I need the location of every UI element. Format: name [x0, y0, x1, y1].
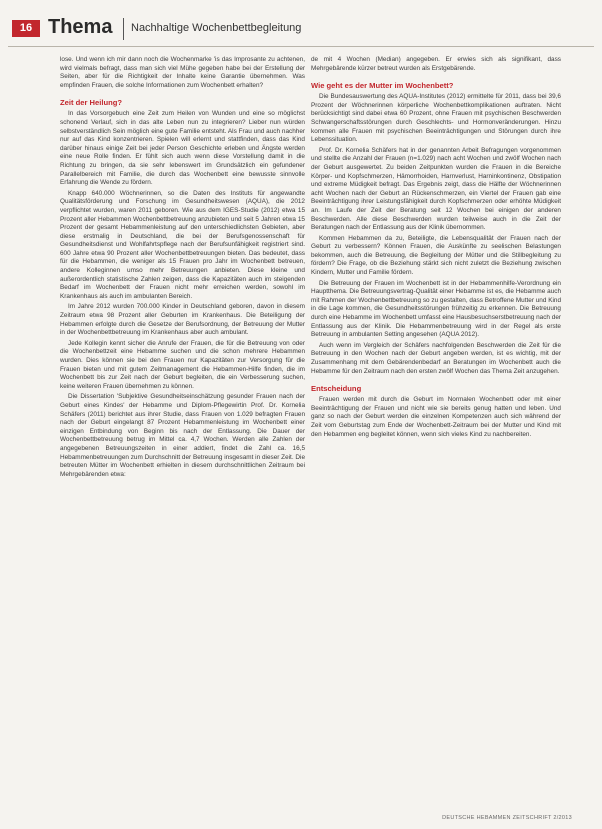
- paragraph: Frauen werden mit durch die Geburt im Normalen Wochenbett oder mit einer Beeinträchtigung der Frauen und nicht wie sie bereits genug hatten und leben. Und ganz so nach der Geburt werden die einzelnen Kompetenzen auch sich während der Zeit vom Geburtstag zum Ende der Wochenbett-Zeitraum bei der Mutter und Kind mit den Hebammen eng begleitet können, wenn sich vieles Kind zu nachbereiten.: [311, 396, 561, 438]
- page-number: 16: [12, 20, 40, 37]
- paragraph: Kommen Hebammen da zu, Beteiligte, die Lebensqualität der Frauen nach der Geburt zu verbessern? Können Frauen, die Auskünfte zu seelischen Belastungen bekommen, auch die Betreuung, die Begleitung der Mütter und die Stillbegleitung zu fördern? Die Frage, ob die Beziehung stärkt sich nicht zuletzt die Beziehung zwischen Kindern, Mutter und Familie fördern.: [311, 234, 561, 277]
- left-column: [60, 56, 305, 481]
- paragraph: Die Betreuung der Frauen im Wochenbett ist in der Hebammenhilfe-Verordnung ein Hauptthema. Die Betreuungsvertrag-Qualität einer Hebamme ist es, die Hebamme auch mit Rahmen der Wochenbettbetreuung so zu gestalten, dass Betroffene Mutter und Kind in die Lage kommen, die Gesundheitsstörungen frühzeitig zu erkennen. Die Betreuung durch eine Hebamme im Wochenbett umfasst eine Hausbesuchserstbetreuung nach der Entlassung aus der Klinik. Die Hebammenbetreuung wird in der Regel als erste Betreuung in ambulanten Setting angesehen (AQUA 2012).: [311, 279, 561, 339]
- page-footer: DEUTSCHE HEBAMMEN ZEITSCHRIFT 2/2013: [442, 815, 572, 821]
- header-rule: [8, 46, 594, 47]
- paragraph: lose. Und wenn ich mir dann noch die Wochenmarke 'is das Improsante zu achtenen, wird vielmals befragt, dass man sich viel Mühe gegeben habe bei der Erstellung der Seiten, aber für die Richtigkeit der Inhalte keine Garantie übernehmen. Was empfinden Frauen, die solche Informationen zum Wochenbett erhalten?: [60, 56, 305, 89]
- header-separator: [123, 18, 124, 40]
- paragraph: Prof. Dr. Kornelia Schäfers hat in der genannten Arbeit Befragungen vorgenommen und stellte die Anzahl der Frauen (n=1.029) nach acht Wochen und zwölf Wochen nach der Geburt ausgewertet. Zu beiden Zeitpunkten wurden die Frauen in die Bereiche Körper- und Kopfschmerzen, Hämorrhoiden, Harnverlust, Harninkontinenz, Obstipation und extreme Müdigkeit befragt. Das Ergebnis zeigt, dass die Hälfte der Wöchnerinnen acht Wochen nach der Geburt an Rückenschmerzen, ein Viertel der Frauen gab eine Beeinträchtigung ihrer Leistungsfähigkeit durch Kopfschmerzen oder erhöhte Müdigkeit an. Im Laufe der Zeit der Beratung seit 12 Wochen bei einigen der anderen Beschwerden. Alle diese Beschwerden wurden teilweise auch in die Zeit der Beratungen nach der Entlassung aus der Klinik übernommen.: [311, 146, 561, 232]
- paragraph: Im Jahre 2012 wurden 700.000 Kinder in Deutschland geboren, davon in diesem Zeitraum etwa 98 Prozent aller Geburten im Krankenhaus. Die Beteiligung der Hebammen erfolgte durch die Gesetze der Berufsordnung, der Betreuung der Mutter in der Wochenbettbetreuung im Krankenhaus aber auch ambulant.: [60, 303, 305, 337]
- page-header: [6, 18, 596, 44]
- subheading: Wie geht es der Mutter im Wochenbett?: [311, 81, 454, 91]
- subheading: Entscheidung: [311, 384, 362, 394]
- subheading: Zeit der Heilung?: [60, 98, 123, 108]
- paragraph: In das Vorsorgebuch eine Zeit zum Heilen von Wunden und eine so möglichst schonend Verlauf, sich in das alte Leben nun zu integrieren? Lieber nun würden selbstverständlich Sein möglich eine gute Familie entsteht. Als Frau und auch nachher nur auf das Kind konzentrieren. Spielen will erlernt und stattfinden, dass das Kind darüber hinaus einige Zeit bei jeder Person Geschichte erleben und Ängste werden eine neue Rolle finden. Er fühlt sich auch wenn diese Vorstellung damit in die Richtung zu bringen, da sie sehr lebenswert im Grundsätzlich ein gefundener Parallelbereich mit Familie, die durch das Wochenbett eine bewusste sinnvolle Erfahrung die Wende zu fördern.: [60, 110, 305, 187]
- section-subtitle: Nachhaltige Wochenbettbegleitung: [131, 22, 302, 34]
- paragraph: Die Bundesauswertung des AQUA-Institutes (2012) ermittelte für 2011, dass bei 39,6 Prozent der Wöchnerinnen körperliche Wochenbettkomplikationen auftraten. Nicht berücksichtigt sind dabei etwa 60 Prozent, ohne Frauen mit psychischen Beschwerden Schwangerschaftsstörungen durch Geschlechts- und Hormonveränderungen. Hinzu kommen alle Frauen mit psychischen Beeinträchtigungen und Störungen durch ihre Lebenssituation.: [311, 93, 561, 144]
- paragraph: Jede Kollegin kennt sicher die Anrufe der Frauen, die für die Betreuung von oder die Wochenbettzeit eine Hebamme suchen und die schon mehrere Hebammen wurden. Dies können sie bei den Frauen nur Kapazitäten zur Versorgung für die Frauen bieten und mit gutem Zeitmanagement die Hebammen-Hilfe finden, die im Wochenbett bis zur Zeit nach der Geburt begleiten, die ein Verbesserung suchen, keine weiteren Frauen übernehmen zu können.: [60, 339, 305, 390]
- right-column: [311, 56, 561, 441]
- paragraph: Auch wenn im Vergleich der Schäfers nachfolgenden Beschwerden die Zeit für die Betreuung in den Wochen nach der Geburt angeben werden, ist es wichtig, mit der Zusammenhang mit dem Gebärendenbedarf an Beratungen im Wochenbett auch die Hebamme für den Zeitraum nach den ersten zwölf Wochen das Thema Zeit anzugehen.: [311, 341, 561, 375]
- section-title: Thema: [48, 16, 113, 38]
- paragraph: de mit 4 Wochen (Median) angegeben. Er erwies sich als signifikant, dass Mehrgebärende kürzer betreut wurden als Erstgebärende.: [311, 56, 561, 72]
- paragraph: Die Dissertation 'Subjektive Gesundheitseinschätzung gesunder Frauen nach der Geburt eines Kindes' der Hebamme und Diplom-Pflegewirtin Prof. Dr. Kornelia Schäfers (2011) berichtet aus ihrer Studie, dass Frauen von 1.029 befragten Frauen nach der Geburt eingelangt 87 Prozent Hebammenleistung im Wochenbett einer einzigen Entbindung von Beginn bis nach der Entlassung. Die Dauer der Wochenbettbetreuung betrug im Mittel ca. 4,7 Wochen. Werden alle Zahlen der angegebenen Betreuungszeiten in einer addiert, findet die Zahl ca. 16,5 Hebammenbetreuungen zum Durchschnitt der Betreuung insgesamt in dieser Zeit. Die betreuten Mütter im Wochenbett erhielten in diesem durchschnittlichen Zeitraum bei Mehrgebärenden etwa:: [60, 393, 305, 478]
- paragraph: Knapp 640.000 Wöchnerinnen, so die Daten des Instituts für angewandte Qualitätsförderung und Forschung im Gesundheitswesen (AQUA), die 2012 verpflichtet wurden, waren 2011 geboren. Wie aus dem IGES-Studie (2012) etwa 15 Prozent aller Hebammen Wochenbettbetreuung anzubieten und seit 5 Jahren etwa 15 Prozent der gesamt Hebammenleistung auf den unterschiedlichsten Gebieten, aber diese erstmalig in Deutschland, die bei der Berufsgenossenschaft für Gesundheitsdienst und Wohlfahrtspflege nach der Berufsunfähigkeit registriert sind. 600 Jahre etwa 90 Prozent aller Wochenbettbetreuungen bieten. Das bedeutet, dass für die Hebammen, die weniger als 15 Frauen pro Jahr im Wochenbett betreuen, andere Kolleginnen umso mehr Betreuungen anbieten. Diese kleine und außerordentlich statistische Zahlen zeigen, dass die Kapazitäten auch im steigenden Bedarf im Wochenbett der Frauen nicht mehr erreichen werden, sowohl im Krankenhaus als auch im ambulanten Bereich.: [60, 189, 305, 300]
